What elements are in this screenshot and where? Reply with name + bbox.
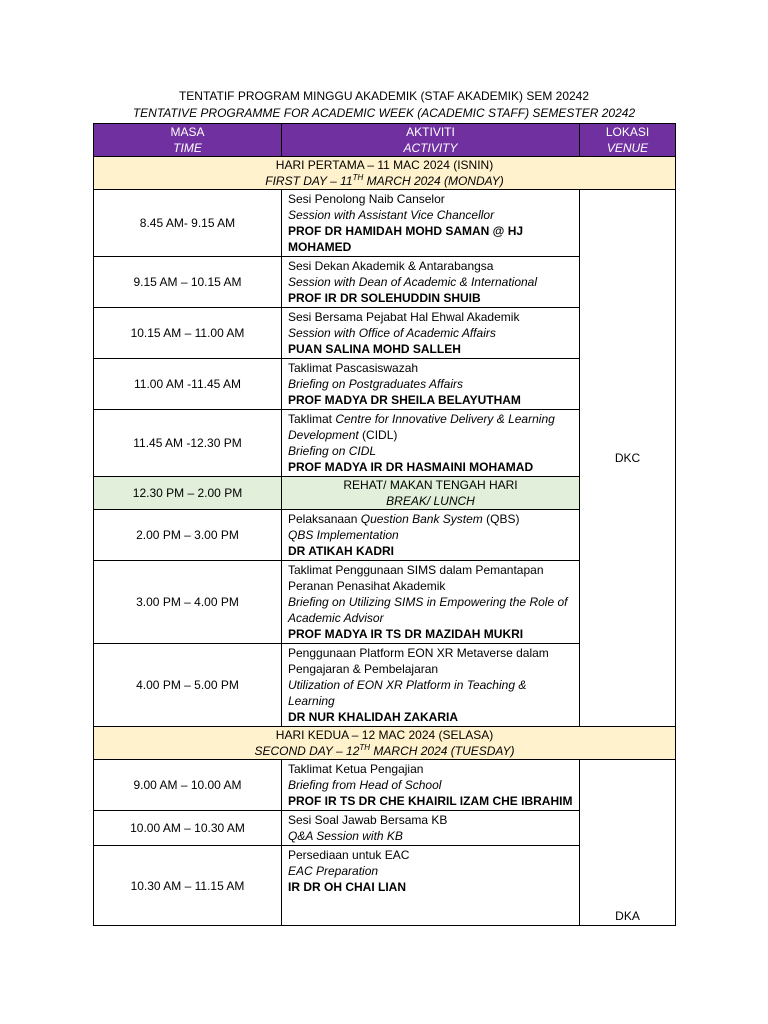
activity-ms: Persediaan untuk EAC [288,848,410,862]
activity-speaker: PROF MADYA IR DR HASMAINI MOHAMAD [288,460,534,474]
row-activity [282,359,580,410]
break-activity [282,477,580,510]
row-activity [282,561,580,644]
table-row [94,190,676,257]
activity-speaker: PROF DR HAMIDAH MOHD SAMAN @ HJ MOHAMED [288,224,524,254]
activity-en: EAC Preparation [288,864,379,878]
activity-en: Briefing on Utilizing SIMS in Empowering the Role of Academic Advisor [288,595,568,625]
day-one-en: FIRST DAY – 11TH MARCH 2024 (MONDAY) [265,173,504,188]
row-time: 11.45 AM -12.30 PM [94,410,282,477]
row-activity [282,846,580,926]
table-header-row [94,124,676,157]
activity-ms: Penggunaan Platform EON XR Metaverse dalam Pengajaran & Pembelajaran [288,646,549,676]
row-activity [282,257,580,308]
row-activity [282,410,580,477]
day-one-header-row [94,157,676,190]
header-time-en: TIME [173,141,202,155]
header-activity-ms: AKTIVITI [406,125,455,139]
row-time: 2.00 PM – 3.00 PM [94,510,282,561]
document-titles [0,88,768,121]
activity-ms: Sesi Soal Jawab Bersama KB [288,813,448,827]
header-time [94,124,282,157]
table-row [94,760,676,811]
activity-speaker: PROF MADYA DR SHEILA BELAYUTHAM [288,393,521,407]
row-activity [282,510,580,561]
row-activity [282,308,580,359]
venue-dka: DKA [580,760,676,926]
activity-speaker: DR NUR KHALIDAH ZAKARIA [288,710,458,724]
break-time: 12.30 PM – 2.00 PM [94,477,282,510]
activity-en: Briefing from Head of School [288,778,442,792]
day-two-header-row [94,727,676,760]
row-time: 9.15 AM – 10.15 AM [94,257,282,308]
activity-en: Q&A Session with KB [288,829,403,843]
activity-en: Session with Dean of Academic & International [288,275,538,289]
day-two-banner [94,727,676,760]
row-activity [282,644,580,727]
activity-ms: Taklimat Centre for Innovative Delivery & Learning Development (CIDL) [288,412,555,442]
activity-ms: Pelaksanaan Question Bank System (QBS) [288,512,520,526]
row-activity [282,760,580,811]
activity-en: Session with Assistant Vice Chancellor [288,208,495,222]
activity-en: Briefing on Postgraduates Affairs [288,377,463,391]
activity-ms: Taklimat Penggunaan SIMS dalam Pemantapan Peranan Penasihat Akademik [288,563,544,593]
activity-en: Session with Office of Academic Affairs [288,326,496,340]
header-venue-ms: LOKASI [605,125,650,139]
header-activity [282,124,580,157]
row-time: 9.00 AM – 10.00 AM [94,760,282,811]
header-time-ms: MASA [170,125,205,139]
activity-speaker: IR DR OH CHAI LIAN [288,880,406,894]
activity-speaker: PUAN SALINA MOHD SALLEH [288,342,461,356]
activity-en: Briefing on CIDL [288,444,377,458]
header-activity-en: ACTIVITY [403,141,458,155]
activity-ms: Sesi Bersama Pejabat Hal Ehwal Akademik [288,310,520,324]
row-time: 10.15 AM – 11.00 AM [94,308,282,359]
header-venue-en: VENUE [606,141,649,155]
row-time: 8.45 AM- 9.15 AM [94,190,282,257]
row-activity [282,811,580,846]
activity-ms: Sesi Penolong Naib Canselor [288,192,445,206]
activity-speaker: DR ATIKAH KADRI [288,544,394,558]
row-time: 3.00 PM – 4.00 PM [94,561,282,644]
activity-ms: Sesi Dekan Akademik & Antarabangsa [288,259,494,273]
day-two-en: SECOND DAY – 12TH MARCH 2024 (TUESDAY) [254,743,515,758]
row-time: 4.00 PM – 5.00 PM [94,644,282,727]
venue-dkc: DKC [580,190,676,727]
activity-ms: Taklimat Pascasiswazah [288,361,419,375]
title-malay: TENTATIF PROGRAM MINGGU AKADEMIK (STAF AKADEMIK) SEM 20242 [178,89,590,103]
schedule-table [93,123,676,926]
break-ms: REHAT/ MAKAN TENGAH HARI [343,478,518,492]
activity-en: Utilization of EON XR Platform in Teaching & Learning [288,678,527,708]
break-en: BREAK/ LUNCH [386,494,475,508]
header-venue [580,124,676,157]
activity-speaker: PROF MADYA IR TS DR MAZIDAH MUKRI [288,627,524,641]
activity-en: QBS Implementation [288,528,399,542]
title-english: TENTATIVE PROGRAMME FOR ACADEMIC WEEK (ACADEMIC STAFF) SEMESTER 20242 [132,106,636,120]
day-one-banner [94,157,676,190]
activity-speaker: PROF IR DR SOLEHUDDIN SHUIB [288,291,481,305]
day-two-ms: HARI KEDUA – 12 MAC 2024 (SELASA) [275,728,494,742]
day-one-ms: HARI PERTAMA – 11 MAC 2024 (ISNIN) [275,158,494,172]
row-time: 10.00 AM – 10.30 AM [94,811,282,846]
row-time: 11.00 AM -11.45 AM [94,359,282,410]
activity-ms: Taklimat Ketua Pengajian [288,762,424,776]
row-time: 10.30 AM – 11.15 AM [94,846,282,926]
row-activity [282,190,580,257]
activity-speaker: PROF IR TS DR CHE KHAIRIL IZAM CHE IBRAHIM [288,794,573,808]
